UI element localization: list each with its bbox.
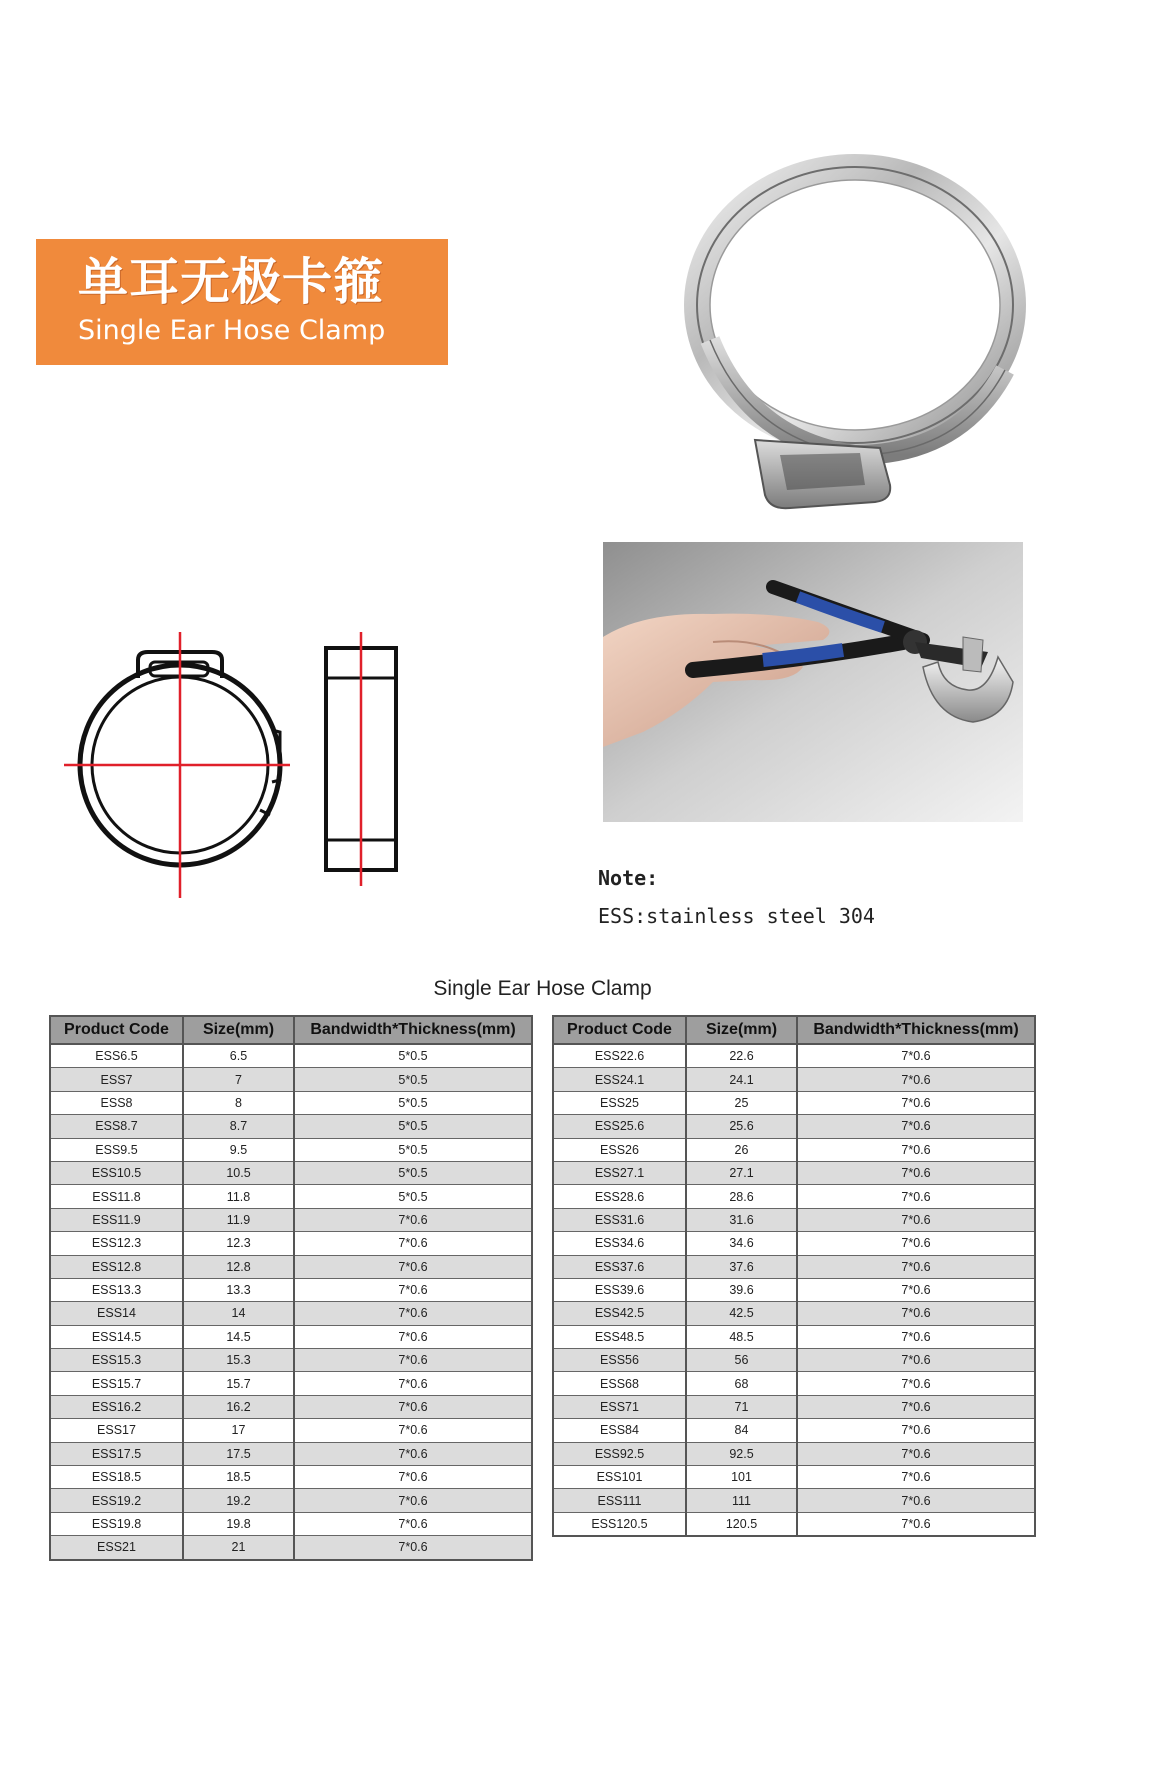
clamp-technical-drawing (50, 610, 420, 900)
table-row (553, 1115, 1035, 1138)
cell-product-code: ESS39.6 (553, 1278, 686, 1301)
table-row (553, 1302, 1035, 1325)
note-label: Note: (598, 866, 659, 890)
cell-size: 24.1 (686, 1068, 797, 1091)
note-text: ESS:stainless steel 304 (598, 904, 875, 928)
cell-bandwidth-thickness: 5*0.5 (294, 1044, 532, 1068)
cell-bandwidth-thickness: 7*0.6 (797, 1325, 1035, 1348)
cell-product-code: ESS12.8 (50, 1255, 183, 1278)
cell-bandwidth-thickness: 7*0.6 (797, 1091, 1035, 1114)
cell-size: 48.5 (686, 1325, 797, 1348)
cell-size: 19.2 (183, 1489, 294, 1512)
cell-product-code: ESS10.5 (50, 1161, 183, 1184)
cell-product-code: ESS68 (553, 1372, 686, 1395)
table-row (50, 1161, 532, 1184)
cell-product-code: ESS21 (50, 1536, 183, 1560)
cell-bandwidth-thickness: 7*0.6 (294, 1419, 532, 1442)
table-row (50, 1185, 532, 1208)
table-row (50, 1115, 532, 1138)
cell-product-code: ESS11.8 (50, 1185, 183, 1208)
header-product-code: Product Code (553, 1016, 686, 1044)
cell-bandwidth-thickness: 7*0.6 (294, 1489, 532, 1512)
cell-bandwidth-thickness: 7*0.6 (797, 1115, 1035, 1138)
clamp-product-photo (640, 110, 1060, 530)
cell-size: 42.5 (686, 1302, 797, 1325)
cell-product-code: ESS111 (553, 1489, 686, 1512)
cell-bandwidth-thickness: 7*0.6 (294, 1395, 532, 1418)
cell-size: 11.9 (183, 1208, 294, 1231)
cell-bandwidth-thickness: 7*0.6 (797, 1372, 1035, 1395)
cell-size: 28.6 (686, 1185, 797, 1208)
cell-product-code: ESS34.6 (553, 1232, 686, 1255)
header-bandwidth-thickness: Bandwidth*Thickness(mm) (294, 1016, 532, 1044)
cell-bandwidth-thickness: 7*0.6 (797, 1395, 1035, 1418)
cell-bandwidth-thickness: 5*0.5 (294, 1115, 532, 1138)
cell-product-code: ESS9.5 (50, 1138, 183, 1161)
cell-bandwidth-thickness: 5*0.5 (294, 1091, 532, 1114)
cell-size: 26 (686, 1138, 797, 1161)
cell-size: 92.5 (686, 1442, 797, 1465)
cell-bandwidth-thickness: 7*0.6 (797, 1302, 1035, 1325)
cell-product-code: ESS28.6 (553, 1185, 686, 1208)
cell-product-code: ESS84 (553, 1419, 686, 1442)
cell-bandwidth-thickness: 7*0.6 (294, 1466, 532, 1489)
cell-size: 7 (183, 1068, 294, 1091)
cell-size: 17 (183, 1419, 294, 1442)
cell-product-code: ESS71 (553, 1395, 686, 1418)
table-row (553, 1044, 1035, 1068)
cell-bandwidth-thickness: 7*0.6 (294, 1302, 532, 1325)
cell-product-code: ESS18.5 (50, 1466, 183, 1489)
header-size: Size(mm) (183, 1016, 294, 1044)
table-row (50, 1325, 532, 1348)
table-row (553, 1489, 1035, 1512)
table-row (50, 1372, 532, 1395)
cell-size: 37.6 (686, 1255, 797, 1278)
table-row (50, 1068, 532, 1091)
cell-bandwidth-thickness: 7*0.6 (797, 1044, 1035, 1068)
cell-size: 27.1 (686, 1161, 797, 1184)
cell-bandwidth-thickness: 7*0.6 (797, 1419, 1035, 1442)
cell-size: 10.5 (183, 1161, 294, 1184)
table-row (50, 1489, 532, 1512)
cell-size: 21 (183, 1536, 294, 1560)
cell-bandwidth-thickness: 7*0.6 (294, 1278, 532, 1301)
table-row (553, 1419, 1035, 1442)
cell-size: 111 (686, 1489, 797, 1512)
cell-product-code: ESS19.2 (50, 1489, 183, 1512)
table-row (50, 1232, 532, 1255)
cell-product-code: ESS15.3 (50, 1349, 183, 1372)
cell-size: 9.5 (183, 1138, 294, 1161)
cell-bandwidth-thickness: 7*0.6 (797, 1138, 1035, 1161)
table-row (50, 1255, 532, 1278)
cell-product-code: ESS8.7 (50, 1115, 183, 1138)
cell-bandwidth-thickness: 7*0.6 (797, 1068, 1035, 1091)
cell-bandwidth-thickness: 7*0.6 (797, 1255, 1035, 1278)
table-row (50, 1138, 532, 1161)
cell-bandwidth-thickness: 7*0.6 (294, 1536, 532, 1560)
table-row (50, 1208, 532, 1231)
cell-bandwidth-thickness: 7*0.6 (294, 1232, 532, 1255)
table-row (553, 1161, 1035, 1184)
cell-bandwidth-thickness: 7*0.6 (294, 1349, 532, 1372)
cell-bandwidth-thickness: 7*0.6 (797, 1208, 1035, 1231)
table-row (553, 1466, 1035, 1489)
cell-bandwidth-thickness: 7*0.6 (294, 1372, 532, 1395)
cell-size: 12.3 (183, 1232, 294, 1255)
cell-bandwidth-thickness: 7*0.6 (294, 1208, 532, 1231)
table-row (50, 1302, 532, 1325)
cell-product-code: ESS92.5 (553, 1442, 686, 1465)
cell-product-code: ESS13.3 (50, 1278, 183, 1301)
table-row (50, 1044, 532, 1068)
cell-size: 11.8 (183, 1185, 294, 1208)
cell-bandwidth-thickness: 7*0.6 (797, 1349, 1035, 1372)
table-row (553, 1068, 1035, 1091)
table-row (553, 1232, 1035, 1255)
cell-size: 84 (686, 1419, 797, 1442)
table-row (50, 1395, 532, 1418)
table-row (553, 1512, 1035, 1536)
cell-size: 14.5 (183, 1325, 294, 1348)
table-row (50, 1349, 532, 1372)
cell-size: 6.5 (183, 1044, 294, 1068)
banner-title-chinese: 单耳无极卡箍 (78, 253, 384, 311)
cell-bandwidth-thickness: 7*0.6 (797, 1161, 1035, 1184)
cell-size: 39.6 (686, 1278, 797, 1301)
cell-bandwidth-thickness: 7*0.6 (294, 1442, 532, 1465)
cell-product-code: ESS56 (553, 1349, 686, 1372)
cell-bandwidth-thickness: 7*0.6 (294, 1325, 532, 1348)
cell-product-code: ESS17 (50, 1419, 183, 1442)
cell-product-code: ESS17.5 (50, 1442, 183, 1465)
table-row (553, 1372, 1035, 1395)
cell-bandwidth-thickness: 5*0.5 (294, 1185, 532, 1208)
spec-table-right (552, 1015, 1036, 1537)
cell-size: 68 (686, 1372, 797, 1395)
cell-size: 13.3 (183, 1278, 294, 1301)
spec-table-left (49, 1015, 533, 1561)
cell-size: 71 (686, 1395, 797, 1418)
cell-size: 18.5 (183, 1466, 294, 1489)
cell-product-code: ESS120.5 (553, 1512, 686, 1536)
cell-bandwidth-thickness: 5*0.5 (294, 1068, 532, 1091)
cell-bandwidth-thickness: 7*0.6 (294, 1512, 532, 1535)
table-row (50, 1091, 532, 1114)
table-row (50, 1512, 532, 1535)
table-row (553, 1278, 1035, 1301)
cell-bandwidth-thickness: 7*0.6 (797, 1278, 1035, 1301)
cell-product-code: ESS25 (553, 1091, 686, 1114)
cell-bandwidth-thickness: 7*0.6 (797, 1489, 1035, 1512)
cell-bandwidth-thickness: 7*0.6 (797, 1232, 1035, 1255)
cell-product-code: ESS31.6 (553, 1208, 686, 1231)
table-row (50, 1442, 532, 1465)
cell-bandwidth-thickness: 7*0.6 (294, 1255, 532, 1278)
cell-size: 8 (183, 1091, 294, 1114)
cell-size: 34.6 (686, 1232, 797, 1255)
cell-size: 25.6 (686, 1115, 797, 1138)
table-row (553, 1395, 1035, 1418)
cell-size: 25 (686, 1091, 797, 1114)
table-row (553, 1138, 1035, 1161)
header-product-code: Product Code (50, 1016, 183, 1044)
cell-product-code: ESS24.1 (553, 1068, 686, 1091)
cell-product-code: ESS7 (50, 1068, 183, 1091)
cell-product-code: ESS37.6 (553, 1255, 686, 1278)
cell-size: 16.2 (183, 1395, 294, 1418)
cell-size: 8.7 (183, 1115, 294, 1138)
cell-product-code: ESS12.3 (50, 1232, 183, 1255)
cell-bandwidth-thickness: 7*0.6 (797, 1512, 1035, 1536)
table-row (553, 1349, 1035, 1372)
cell-product-code: ESS22.6 (553, 1044, 686, 1068)
table-row (553, 1208, 1035, 1231)
cell-product-code: ESS48.5 (553, 1325, 686, 1348)
table-row (50, 1466, 532, 1489)
cell-product-code: ESS26 (553, 1138, 686, 1161)
table-row (50, 1419, 532, 1442)
cell-product-code: ESS25.6 (553, 1115, 686, 1138)
table-row (553, 1185, 1035, 1208)
table-title: Single Ear Hose Clamp (433, 977, 652, 1000)
cell-product-code: ESS15.7 (50, 1372, 183, 1395)
cell-product-code: ESS42.5 (553, 1302, 686, 1325)
cell-size: 120.5 (686, 1512, 797, 1536)
table-row (50, 1278, 532, 1301)
table-row (553, 1091, 1035, 1114)
cell-size: 14 (183, 1302, 294, 1325)
table-row (553, 1325, 1035, 1348)
table-header-row (50, 1016, 532, 1044)
table-header-row (553, 1016, 1035, 1044)
cell-size: 12.8 (183, 1255, 294, 1278)
cell-size: 31.6 (686, 1208, 797, 1231)
cell-size: 17.5 (183, 1442, 294, 1465)
table-row (553, 1442, 1035, 1465)
cell-bandwidth-thickness: 5*0.5 (294, 1138, 532, 1161)
cell-product-code: ESS27.1 (553, 1161, 686, 1184)
cell-product-code: ESS101 (553, 1466, 686, 1489)
cell-product-code: ESS8 (50, 1091, 183, 1114)
cell-size: 19.8 (183, 1512, 294, 1535)
cell-product-code: ESS14.5 (50, 1325, 183, 1348)
cell-size: 15.7 (183, 1372, 294, 1395)
cell-bandwidth-thickness: 7*0.6 (797, 1185, 1035, 1208)
cell-size: 22.6 (686, 1044, 797, 1068)
header-bandwidth-thickness: Bandwidth*Thickness(mm) (797, 1016, 1035, 1044)
cell-bandwidth-thickness: 7*0.6 (797, 1442, 1035, 1465)
table-row (50, 1536, 532, 1560)
cell-size: 101 (686, 1466, 797, 1489)
cell-bandwidth-thickness: 7*0.6 (797, 1466, 1035, 1489)
header-size: Size(mm) (686, 1016, 797, 1044)
crimping-tool-photo (603, 542, 1023, 822)
cell-product-code: ESS19.8 (50, 1512, 183, 1535)
note-block (598, 866, 875, 928)
banner-title-english: Single Ear Hose Clamp (78, 315, 386, 346)
cell-product-code: ESS14 (50, 1302, 183, 1325)
cell-product-code: ESS11.9 (50, 1208, 183, 1231)
cell-product-code: ESS6.5 (50, 1044, 183, 1068)
title-banner (36, 239, 448, 365)
cell-size: 15.3 (183, 1349, 294, 1372)
table-row (553, 1255, 1035, 1278)
cell-size: 56 (686, 1349, 797, 1372)
cell-product-code: ESS16.2 (50, 1395, 183, 1418)
cell-bandwidth-thickness: 5*0.5 (294, 1161, 532, 1184)
